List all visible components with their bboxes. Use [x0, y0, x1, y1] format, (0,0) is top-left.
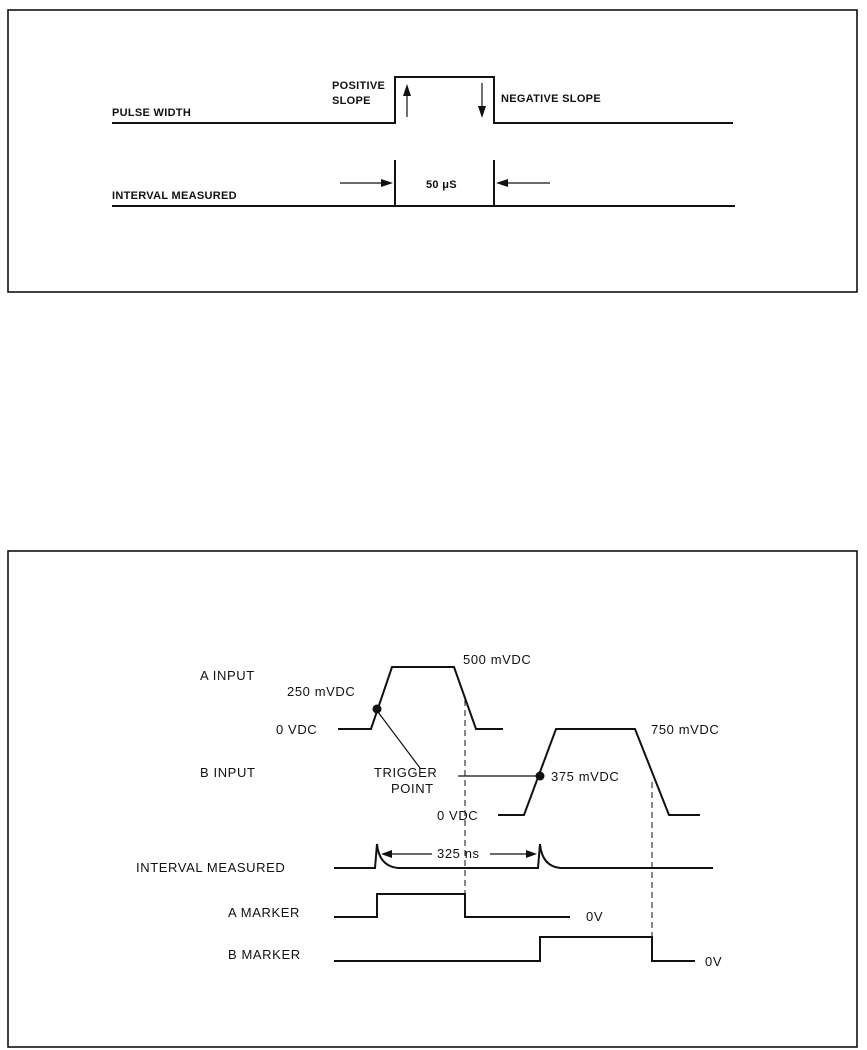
- positive-slope-label-2: SLOPE: [332, 95, 371, 107]
- a-marker-zero-label: 0V: [586, 909, 604, 924]
- a-high-level-label: 500 mVDC: [463, 652, 532, 667]
- figure-time-interval: [8, 551, 857, 1047]
- interval-measured-label-2: INTERVAL MEASURED: [136, 860, 286, 875]
- a-marker-waveform: [334, 894, 570, 917]
- trigger-point-label-1: TRIGGER: [374, 765, 438, 780]
- b-input-label: B INPUT: [200, 765, 256, 780]
- figure1-frame: [8, 10, 857, 292]
- a-mid-level-label: 250 mVDC: [287, 684, 356, 699]
- positive-slope-label-1: POSITIVE: [332, 80, 386, 92]
- interval-value-1: 50 μS: [426, 179, 457, 191]
- a-trigger-point: [373, 705, 382, 714]
- pulse-waveform: [112, 77, 733, 123]
- interval-right-arrowhead: [496, 179, 508, 187]
- positive-slope-arrowhead: [403, 84, 411, 96]
- interval-measured-label-1: INTERVAL MEASURED: [112, 190, 237, 202]
- negative-slope-label: NEGATIVE SLOPE: [501, 93, 601, 105]
- b-zero-level-label: 0 VDC: [437, 808, 479, 823]
- interval-dim-right-head: [526, 850, 537, 858]
- interval-value-2: 325 ns: [437, 846, 480, 861]
- figure2-frame: [8, 551, 857, 1047]
- b-marker-waveform: [334, 937, 695, 961]
- b-marker-zero-label: 0V: [705, 954, 723, 969]
- a-input-waveform: [338, 667, 503, 729]
- interval-left-arrowhead: [381, 179, 393, 187]
- interval-dim-left-head: [381, 850, 392, 858]
- negative-slope-arrowhead: [478, 106, 486, 118]
- trigger-point-label-2: POINT: [391, 781, 434, 796]
- a-marker-label: A MARKER: [228, 905, 300, 920]
- b-mid-level-label: 375 mVDC: [551, 769, 620, 784]
- trigger-leader-a: [378, 712, 420, 768]
- b-high-level-label: 750 mVDC: [651, 722, 720, 737]
- pulse-width-label: PULSE WIDTH: [112, 107, 192, 119]
- b-marker-label: B MARKER: [228, 947, 301, 962]
- a-input-label: A INPUT: [200, 668, 255, 683]
- figure-pulse-width: [8, 10, 857, 292]
- a-zero-level-label: 0 VDC: [276, 722, 318, 737]
